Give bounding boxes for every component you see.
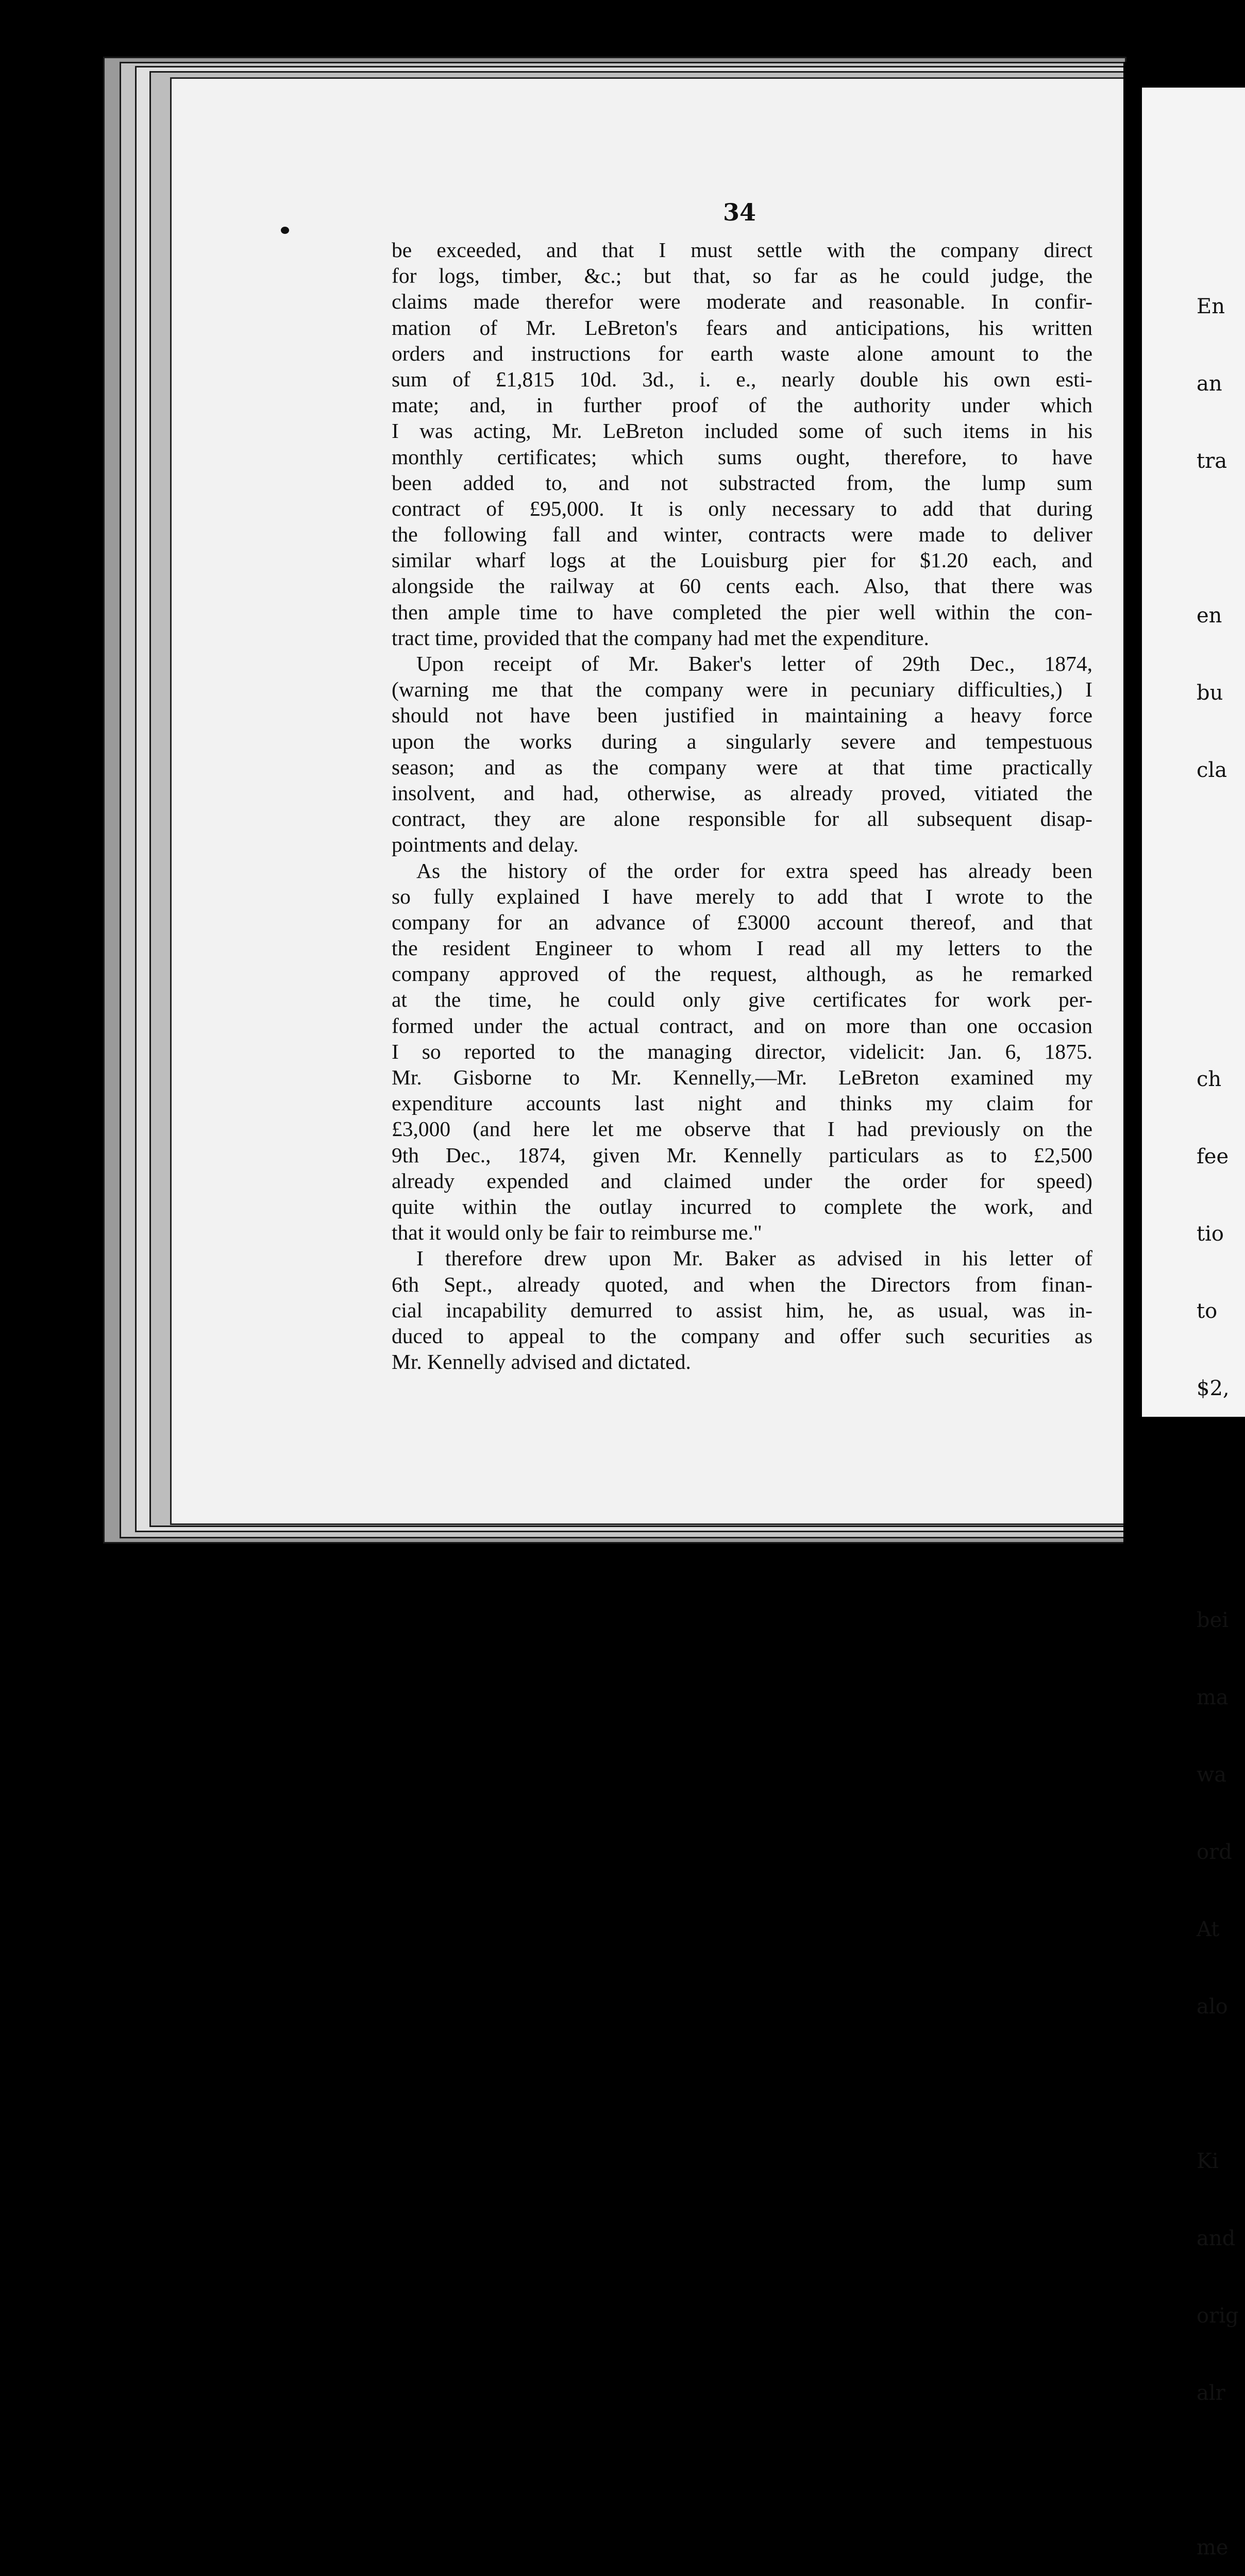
text-line: As the history of the order for extra speed has already been	[416, 858, 1092, 883]
text-line: be exceeded, and that I must settle with the company direct	[392, 238, 1092, 262]
text-line: I therefore drew upon Mr. Baker as advised in his letter of	[416, 1246, 1092, 1270]
text-line: then ample time to have completed the pier well within the con-	[392, 600, 1092, 624]
text-line: season; and as the company were at that time practically	[392, 755, 1092, 779]
facing-line: to	[1197, 1299, 1218, 1323]
facing-line	[1197, 835, 1233, 860]
text-line: quite within the outlay incurred to complete the work, and	[392, 1194, 1092, 1218]
text-line: company for an advance of £3000 account thereof, and that	[392, 910, 1092, 934]
text-line: (warning me that the company were in pecuniary difficulties,) I	[392, 677, 1092, 702]
text-line: formed under the actual contract, and on more than one occasion	[392, 1013, 1092, 1038]
facing-line	[1197, 912, 1233, 938]
text-line: that it would only be fair to reimburse me."	[392, 1221, 762, 1245]
text-line: cial incapability demurred to assist him, he, as usual, was in-	[392, 1298, 1092, 1322]
text-line: Mr. Gisborne to Mr. Kennelly,—Mr. LeBreton examined my	[392, 1065, 1092, 1089]
text-line: sum of £1,815 10d. 3d., i. e., nearly double his own esti-	[392, 367, 1092, 391]
text-line: contract of £95,000. It is only necessary to add that during	[392, 496, 1092, 520]
text-line: 9th Dec., 1874, given Mr. Kennelly particulars as to £2,500	[392, 1143, 1092, 1167]
page-number: 34	[722, 198, 756, 226]
facing-line: ord	[1197, 1840, 1232, 1864]
text-line: 6th Sept., already quoted, and when the Directors from finan-	[392, 1272, 1092, 1296]
text-line: Mr. Kennelly advised and dictated.	[392, 1350, 691, 1374]
facing-line: wa	[1197, 1763, 1227, 1787]
facing-line: ch	[1197, 1067, 1222, 1091]
facing-line: an	[1197, 372, 1222, 396]
facing-line: fee	[1197, 1145, 1229, 1168]
facing-page-text	[1197, 242, 1239, 2576]
text-line: orders and instructions for earth waste alone amount to the	[392, 341, 1092, 365]
facing-line: and	[1197, 2227, 1236, 2250]
text-line: so fully explained I have merely to add that I wrote to the	[392, 884, 1092, 908]
text-line: mation of Mr. LeBreton's fears and anticipations, his written	[392, 315, 1092, 340]
facing-line	[1197, 989, 1233, 1015]
facing-line: bu	[1197, 681, 1223, 705]
text-line: I so reported to the managing director, videlicit: Jan. 6, 1875.	[392, 1039, 1092, 1063]
text-line: tract time, provided that the company had met the expenditure.	[392, 625, 929, 650]
text-line: duced to appeal to the company and offer such securities as	[392, 1324, 1092, 1348]
text-line: I was acting, Mr. LeBreton included some of such items in his	[392, 419, 1092, 443]
facing-line: En	[1197, 295, 1225, 318]
facing-line: bei	[1197, 1608, 1229, 1632]
text-line: similar wharf logs at the Louisburg pier for $1.20 each, and	[392, 548, 1092, 572]
facing-line: cla	[1197, 758, 1227, 782]
text-line: should not have been justified in maintaining a heavy force	[392, 703, 1092, 727]
facing-line: ma	[1197, 1686, 1229, 1709]
text-line: already expended and claimed under the order for speed)	[392, 1168, 1092, 1193]
facing-line	[1197, 2071, 1233, 2097]
facing-line	[1197, 1453, 1233, 1479]
text-line: pointments and delay.	[392, 833, 579, 857]
text-line: the following fall and winter, contracts were made to deliver	[392, 522, 1092, 547]
text-line: mate; and, in further proof of the authority under which	[392, 393, 1092, 417]
facing-line: tra	[1197, 449, 1227, 473]
facing-line: Ki	[1197, 2149, 1219, 2173]
text-line: alongside the railway at 60 cents each. Also, that there was	[392, 574, 1092, 598]
text-line: expenditure accounts last night and thinks my claim for	[392, 1091, 1092, 1115]
text-line: monthly certificates; which sums ought, therefore, to have	[392, 445, 1092, 469]
text-line: company approved of the request, although, as he remarked	[392, 962, 1092, 986]
text-line: at the time, he could only give certificates for work per-	[392, 988, 1092, 1012]
facing-line: alo	[1197, 1995, 1228, 2019]
text-line: contract, they are alone responsible for all subsequent disap-	[392, 807, 1092, 831]
facing-line: en	[1197, 604, 1222, 628]
text-line: claims made therefor were moderate and reasonable. In confir-	[392, 290, 1092, 314]
facing-line: At	[1197, 1918, 1220, 1941]
facing-line	[1197, 2458, 1233, 2483]
text-line: insolvent, and had, otherwise, as already proved, vitiated the	[392, 781, 1092, 805]
text-line: upon the works during a singularly severe and tempestuous	[392, 729, 1092, 753]
facing-line	[1197, 1530, 1233, 1556]
text-line: the resident Engineer to whom I read all my letters to the	[392, 936, 1092, 960]
facing-line	[1197, 526, 1233, 551]
facing-line: me	[1197, 2536, 1229, 2560]
facing-line: orig	[1197, 2304, 1239, 2328]
text-line: Upon receipt of Mr. Baker's letter of 29th Dec., 1874,	[416, 652, 1092, 675]
text-line: £3,000 (and here let me observe that I had previously on the	[392, 1117, 1092, 1141]
facing-line: alr	[1197, 2381, 1225, 2405]
ink-mark	[281, 227, 289, 234]
facing-line: $2,	[1197, 1377, 1230, 1400]
facing-line: tio	[1197, 1222, 1224, 1246]
text-line: been added to, and not substracted from, the lump sum	[392, 470, 1092, 495]
body-text	[392, 237, 1092, 1375]
book-gutter	[1123, 62, 1142, 1556]
text-line: for logs, timber, &c.; but that, so far as he could judge, the	[392, 264, 1092, 288]
